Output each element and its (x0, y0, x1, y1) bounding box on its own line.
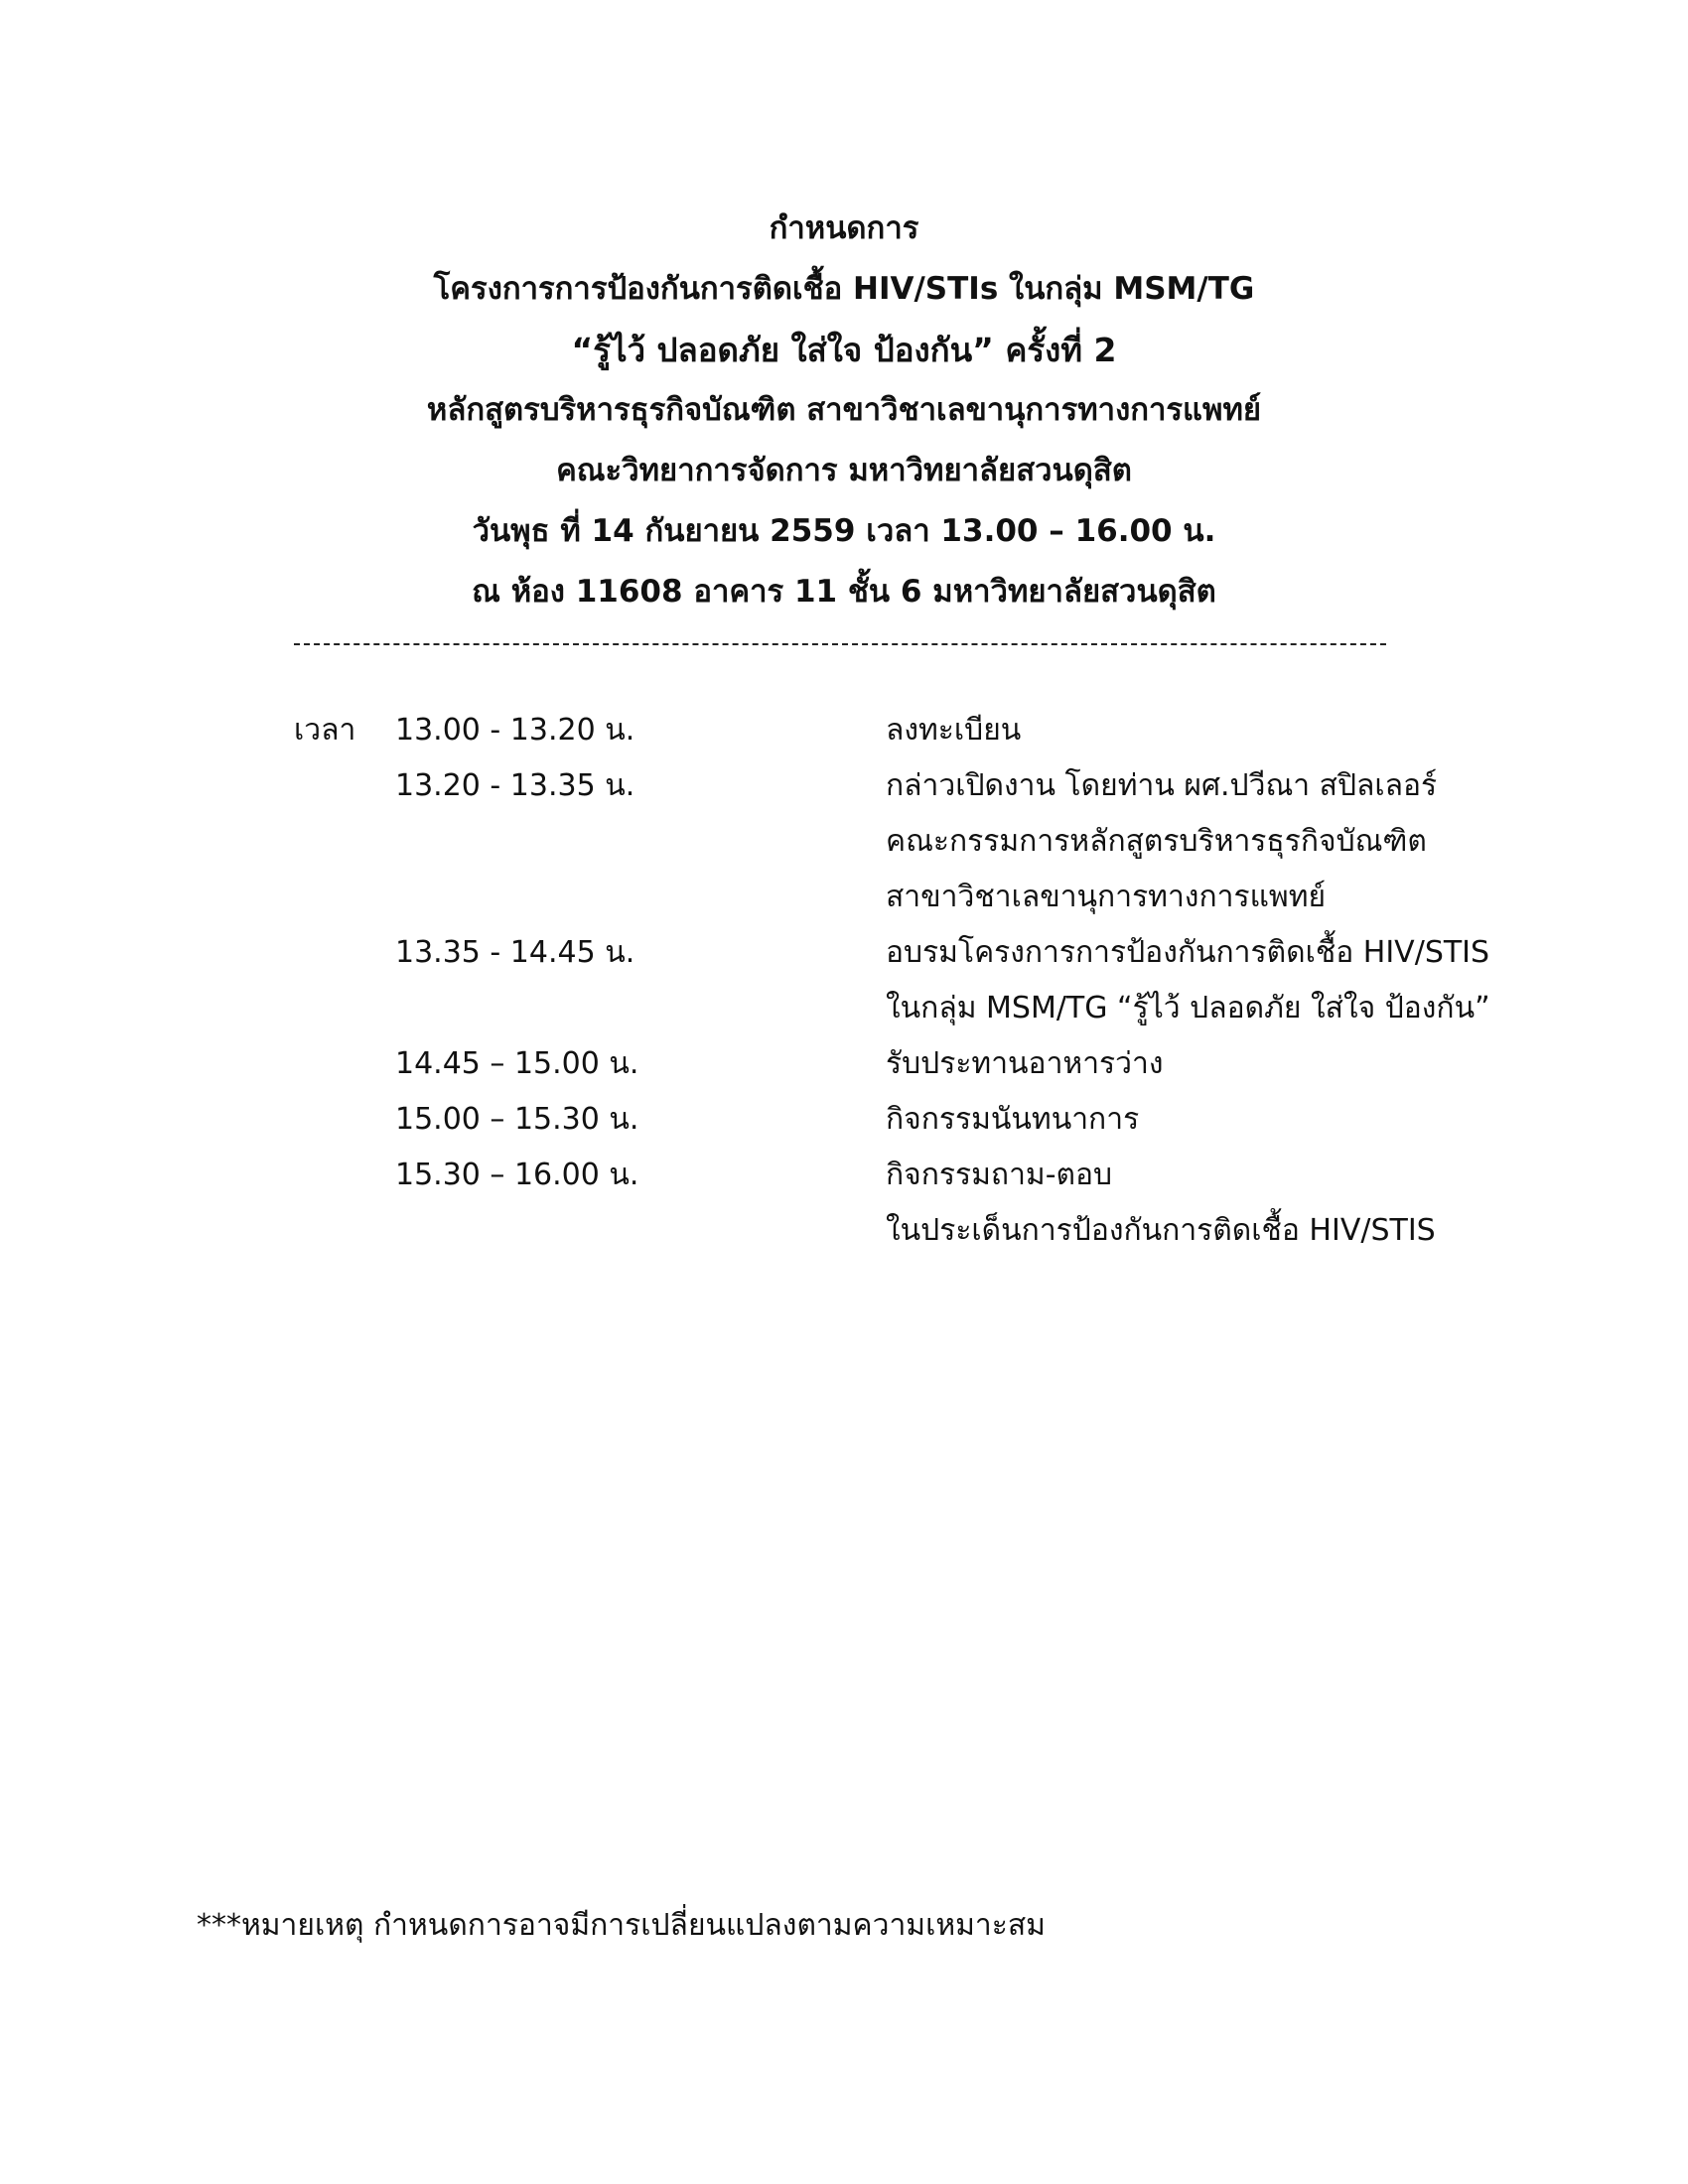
activity-line: ลงทะเบียน (886, 713, 1022, 748)
header-location: ณ ห้อง 11608 อาคาร 11 ชั้น 6 มหาวิทยาลัยสวนดุสิต (472, 574, 1216, 610)
schedule-time: 13.00 - 13.20 น. (395, 713, 635, 748)
header-slogan: “รู้ไว้ ปลอดภัย ใส่ใจ ป้องกัน” ครั้งที่ 2 (571, 331, 1117, 369)
schedule-row (294, 1036, 1525, 1092)
schedule-row (294, 925, 1525, 1036)
document-header (0, 199, 1688, 622)
activity-line: ในประเด็นการป้องกันการติดเชื้อ HIV/STIS (886, 1213, 1436, 1248)
activity-line: สาขาวิชาเลขานุการทางการแพทย์ (886, 880, 1327, 914)
schedule-row (294, 1148, 1525, 1259)
time-label: เวลา (294, 713, 356, 748)
schedule-time: 14.45 – 15.00 น. (395, 1046, 639, 1081)
header-project-name: โครงการการป้องกันการติดเชื้อ HIV/STIs ในกลุ่ม MSM/TG (433, 271, 1255, 307)
schedule-activity (886, 1036, 1525, 1092)
schedule-row (294, 703, 1525, 758)
schedule-activity (886, 925, 1525, 1036)
activity-line: รับประทานอาหารว่าง (886, 1046, 1164, 1081)
schedule-activity (886, 1092, 1525, 1148)
schedule-time: 15.30 – 16.00 น. (395, 1158, 639, 1192)
schedule-activity (886, 758, 1525, 925)
schedule-row (294, 1092, 1525, 1148)
activity-line: อบรมโครงการการป้องกันการติดเชื้อ HIV/STIS (886, 935, 1490, 970)
activity-line: กิจกรรมถาม-ตอบ (886, 1158, 1113, 1192)
schedule-activity (886, 1148, 1525, 1259)
schedule-activity (886, 703, 1525, 758)
footnote: ***หมายเหตุ กำหนดการอาจมีการเปลี่ยนแปลงตามความเหมาะสม (197, 1908, 1046, 1943)
schedule-row (294, 758, 1525, 925)
schedule-table (294, 703, 1525, 1259)
activity-line: กล่าวเปิดงาน โดยท่าน ผศ.ปวีณา สปิลเลอร์ (886, 768, 1438, 803)
header-program: หลักสูตรบริหารธุรกิจบัณฑิต สาขาวิชาเลขานุการทางการแพทย์ (426, 392, 1262, 428)
header-divider (294, 643, 1386, 645)
schedule-time: 13.35 - 14.45 น. (395, 935, 635, 970)
activity-line: กิจกรรมนันทนาการ (886, 1102, 1140, 1137)
schedule-time: 15.00 – 15.30 น. (395, 1102, 639, 1137)
header-title: กำหนดการ (769, 210, 919, 246)
activity-line: ในกลุ่ม MSM/TG “รู้ไว้ ปลอดภัย ใส่ใจ ป้องกัน” (886, 991, 1490, 1025)
schedule-time: 13.20 - 13.35 น. (395, 768, 635, 803)
header-faculty: คณะวิทยาการจัดการ มหาวิทยาลัยสวนดุสิต (556, 453, 1132, 488)
header-date-time: วันพุธ ที่ 14 กันยายน 2559 เวลา 13.00 – 16.00 น. (472, 513, 1216, 549)
activity-line: คณะกรรมการหลักสูตรบริหารธุรกิจบัณฑิต (886, 824, 1427, 859)
